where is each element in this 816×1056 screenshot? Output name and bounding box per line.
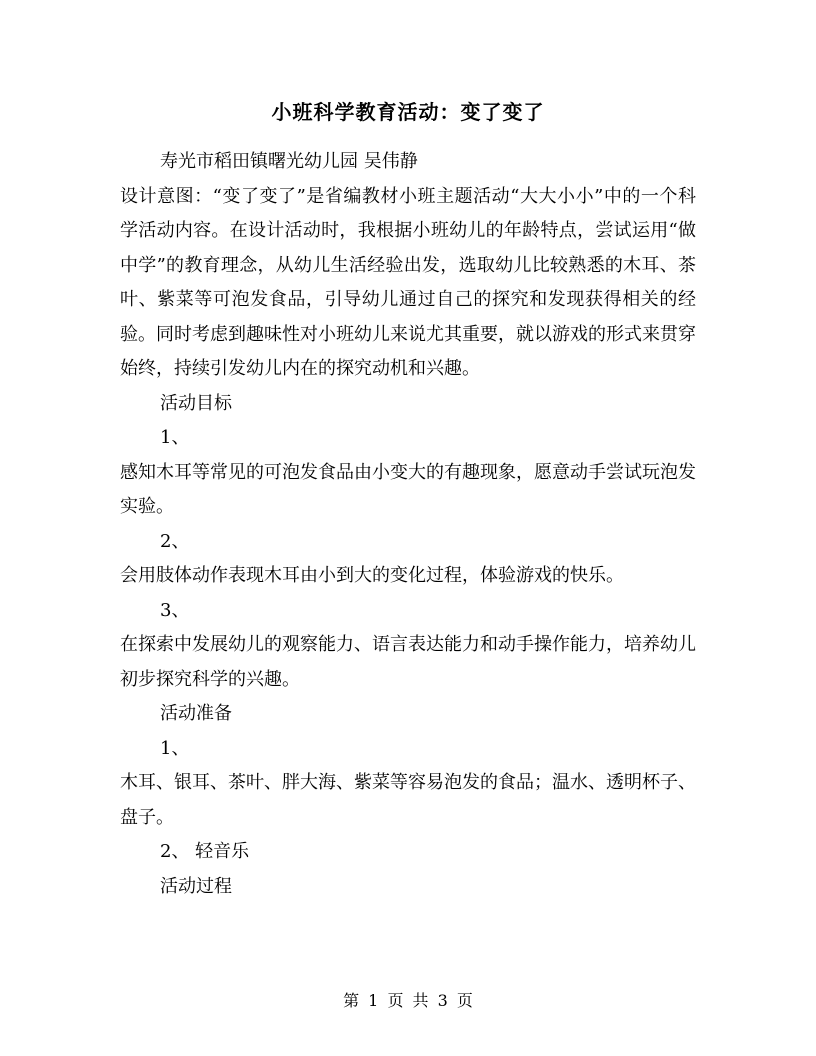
goal-1-text: 感知木耳等常见的可泡发食品由小变大的有趣现象，愿意动手尝试玩泡发实验。 <box>120 461 696 517</box>
document-body <box>120 145 696 904</box>
goals-heading: 活动目标 <box>160 392 232 414</box>
preparation-2-item: 2、 轻音乐 <box>160 841 250 862</box>
document-title: 小班科学教育活动：变了变了 <box>271 100 545 124</box>
design-intent-paragraph: 设计意图：“变了变了”是省编教材小班主题活动“大大小小”中的一个科学活动内容。在设计活动时，我根据小班幼儿的年龄特点，尝试运用“做中学”的教育理念，从幼儿生活经验出发，选取幼儿比较熟悉的木耳、茶叶、紫菜等可泡发食品，引导幼儿通过自己的探究和发现获得相关的经验。同时考虑到趣味性对小班幼儿来说尤其重要，就以游戏的形式来贯穿始终，持续引发幼儿内在的探究动机和兴趣。 <box>120 185 696 379</box>
author-line: 寿光市稻田镇曙光幼儿园 吴伟静 <box>160 151 418 172</box>
preparation-heading: 活动准备 <box>160 703 232 724</box>
goal-3-number: 3、 <box>160 599 190 621</box>
process-heading: 活动过程 <box>160 875 232 897</box>
goal-1-number: 1、 <box>160 427 190 448</box>
preparation-1-text: 木耳、银耳、茶叶、胖大海、紫菜等容易泡发的食品；温水、透明杯子、盘子。 <box>120 772 696 828</box>
goal-2-text: 会用肢体动作表现木耳由小到大的变化过程，体验游戏的快乐。 <box>120 565 624 586</box>
goal-2-number: 2、 <box>160 530 190 552</box>
page-number-footer: 第 1 页 共 3 页 <box>343 991 473 1010</box>
preparation-1-number: 1、 <box>160 737 190 759</box>
goal-3-text: 在探索中发展幼儿的观察能力、语言表达能力和动手操作能力，培养幼儿初步探究科学的兴趣。 <box>120 634 696 690</box>
